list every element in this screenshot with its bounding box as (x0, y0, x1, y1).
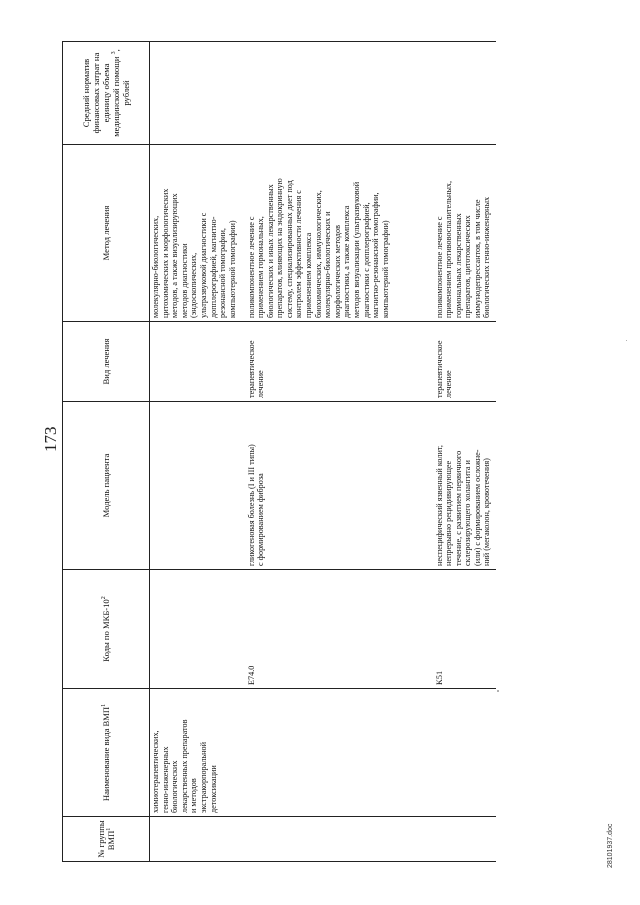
cell-cost (434, 42, 497, 145)
cell-vmp-name (246, 689, 434, 817)
table-header-row (63, 42, 150, 862)
cell-group-no (434, 817, 497, 862)
cell-treatment-type (150, 322, 246, 402)
page-number: 173 (41, 426, 60, 452)
cell-treatment-type: терапевтическое лечение (246, 322, 434, 402)
cell-icd: K51 (434, 570, 497, 689)
cell-group-no (150, 817, 246, 862)
cell-vmp-name: химиотерапевтических, генно-инженерных биологических лекарственных препаратов и методов экстракорпоральной детоксикации (150, 689, 246, 817)
cell-patient-model: гликогеновая болезнь (I и III типы) с формированием фиброза (246, 402, 434, 570)
cell-vmp-name (434, 689, 497, 817)
cell-patient-model: неспецифический язвенный колит, непрерывно рецидивирующее течение, с развитием первичного склерозирующего холангита и (или) с формированием осложне- ний (мегаколон, кровотечения) (434, 402, 497, 570)
cell-icd: E74.0 (246, 570, 434, 689)
header-treatment-type: Вид лечения (63, 322, 150, 402)
cell-method: поликомпонентное лечение с применением противовоспалительных, гормональных лекарственных препаратов, цитотоксических иммунодепрессантов, в том числе биологических генно-инженерных (434, 145, 497, 322)
cell-method: молекулярно-биологических, цитохимических и морфологических методов, а также визуализирующих методов диагностики (эндоскопических, ультразвуковой диагностики с допплерографией, магнитно- резонансной томографии, компьютерной томографии) (150, 145, 246, 322)
cell-cost (246, 42, 434, 145)
header-patient-model: Модель пациента (63, 402, 150, 570)
scan-speck (497, 690, 499, 692)
vmp-table (62, 41, 496, 862)
document-filename: 28101937.doc (607, 823, 614, 868)
table-row (246, 42, 434, 862)
cell-cost (150, 42, 246, 145)
cell-treatment-type: терапевтическое лечение (434, 322, 497, 402)
header-icd-codes: Коды по МКБ-$10^2$ (63, 570, 150, 689)
header-vmp-name: Наименование вида ВМП$^1$ (63, 689, 150, 817)
rotated-table-container (62, 42, 597, 862)
cell-group-no (246, 817, 434, 862)
cell-method: поликомпонентное лечение с применением гормональных, биологических и иных лекарственных препаратов, влияющих на эндокринную систему, специализированных диет под контролем эффективности лечения с применением комплекса биохимических, иммунологических, молекулярно-биологических и морфологических методов диагностики, а также комплекса методов визуализации (ультразвуковой диагностики с допплерографией, магнитно-резонансной томографии, компьютерной томографии) (246, 145, 434, 322)
header-treatment-method: Метод лечения (63, 145, 150, 322)
cell-patient-model (150, 402, 246, 570)
header-group-no: № группы ВМП$^1$ (63, 817, 150, 862)
cell-icd (150, 570, 246, 689)
table-row (150, 42, 246, 862)
table-row (434, 42, 497, 862)
scan-speck (626, 340, 627, 341)
header-avg-cost: Средний норматив финансовых затрат на единицу объема медицинской помощи $^3$, рублей (63, 42, 150, 145)
